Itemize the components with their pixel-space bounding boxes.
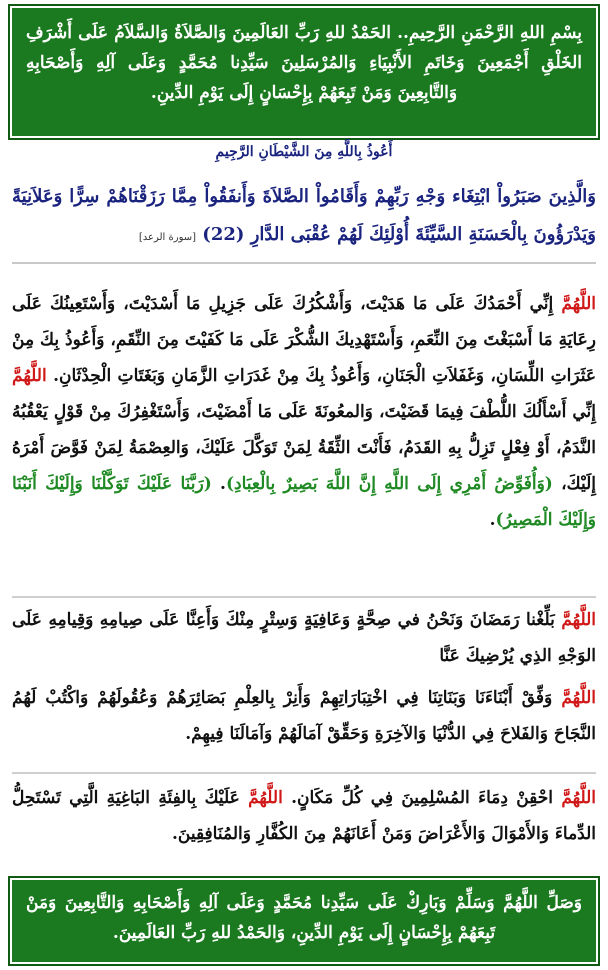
dua-text: . (211, 474, 226, 494)
footer-banner-text: وَصَلِّ اللَّهُمَّ وَسَلِّمْ وَبَارِكْ عَلَى سَيِّدِنا مُحَمَّدٍ وَعَلَى آلِهِ وَأَصْحَابِهِ وَالتَّابِعِينَ وَمَنْ تَبِعَهُمْ بِإِحْسَانٍ إِلَى يَوْمِ الدِّينِ، وَالحَمْدُ للهِ رَبِّ العَالَمِينَ. (26, 893, 582, 943)
allahumma-label: اللَّهُمَّ (248, 788, 283, 808)
quran-quote: (رَبَّنَا عَلَيْكَ تَوَكَّلْنَا وَإِلَيْكَ أَنَبْنَا وَإِلَيْكَ الْمَصِيرُ) (12, 474, 596, 530)
surah-reference: [سورة الرعد] (138, 232, 197, 243)
dua-text: عَلَيْكَ بِالفِئَةِ البَاغِيَةِ الَّتِي تَسْتَحِلُّ الدِّماءَ وَالأَمْوَالَ وَالأَعْرَاضَ وَمَنْ أَعَانَهُمْ مِنَ الكُفَّارِ وَالمُنَافِقِينَ. (12, 788, 596, 844)
divider (12, 772, 596, 774)
dua-text: إِنِّي أَسْأَلُكَ اللُّطْفَ فِيمَا قَضَيْتَ، وَالمعُونَةَ عَلَى مَا أَمْضَيْتَ، وَأَسْتَغْفِرُكَ مِنْ قَوْلٍ يَعْقُبُهُ النَّدَمُ، أَوْ فِعْلٍ تَزِلُّ بِهِ القَدَمُ، فَأَنْتَ الثِّقَةُ لِمَنْ تَوَكَّلَ عَلَيْكَ، وَالعِصْمَةُ لِمَنْ فَوَّضَ أَمْرَهُ إِلَيْكَ، (12, 402, 596, 494)
footer-banner (10, 878, 598, 964)
verse-number: (22) (202, 224, 245, 245)
allahumma-label: اللَّهُمَّ (12, 366, 47, 386)
dua-text: إِنِّي أَحْمَدُكَ عَلَى مَا هَدَيْتَ، وَأَشْكُرُكَ عَلَى جَزِيلِ مَا أَسْدَيْتَ، وَأَسْتَعِينُكَ عَلَى رِعَايَةِ مَا أَسْبَغْتَ مِنَ النِّعَمِ، وَأَسْتَهْدِيكَ الشُّكْرَ عَلَى مَا كَفَيْتَ مِنَ النِّقَمِ، وَأَعُوذُ بِكَ مِنْ عَثَرَاتِ اللِّسَانِ، وَغَفَلاَتِ الْجَنَانِ، وَأَعُوذُ بِكَ مِنْ غَدَرَاتِ الزَّمَانِ وَبَغَتَاتِ الْحِدْثَانِ. (12, 294, 596, 386)
divider (12, 596, 596, 598)
dua-text: وَفِّقْ أَبْنَاءَنَا وَبَنَاتِنَا فِي اخْتِبَارَاتِهِمْ وَأَنِرْ بِالعِلْمِ بَصَائِرَهُمْ وَعُقُولَهُمْ وَاكْتُبْ لَهُمُ النَّجَاحَ وَالفَلاحَ فِي الدُّنْيَا وَالآخِرَةِ وَحَقِّقْ آمَالَهُمْ وَآمَالَنَا فِيهِمْ. (12, 688, 596, 744)
dua-paragraph-1 (12, 286, 596, 608)
dua-paragraph-3 (12, 680, 596, 760)
taawudh-line: أَعُوذُ بِاللَّهِ مِنَ الشَّيْطَانِ الرَّجِيمِ (215, 144, 393, 160)
header-banner (10, 6, 598, 138)
dua-paragraph-4 (12, 780, 596, 870)
dua-text: . (489, 510, 496, 530)
verse-text: وَالَّذِينَ صَبَرُواْ ابْتِغَاء وَجْهِ رَبِّهِمْ وَأَقَامُواْ الصَّلاَةَ وَأَنفَقُواْ مِمَّا رَزَقْنَاهُمْ سِرًّا وَعَلاَنِيَةً وَيَدْرَؤُونَ بِالْحَسَنَةِ السَّيِّئَةَ أُوْلَئِكَ لَهُمْ عُقْبَى الدَّارِ (12, 186, 596, 245)
dua-paragraph-2 (12, 602, 596, 682)
quran-verse (12, 178, 596, 264)
header-banner-text: بِسْمِ اللهِ الرَّحْمَنِ الرَّحِيمِ.. الحَمْدُ للهِ رَبِّ العَالَمِينَ وَالصَّلاَةُ وَالسَّلاَمُ عَلَى أَشْرَفِ الخَلْقِ أَجْمَعِينَ وَخَاتَمِ الأَنْبِيَاءِ وَالمُرْسَلِينَ سَيِّدِنا مُحَمَّدٍ وَعَلَى آلِهِ وَأَصْحَابِهِ وَالتَّابِعِينَ وَمَنْ تَبِعَهُمْ بِإِحْسَانٍ إِلَى يَوْمِ الدِّينِ. (26, 23, 582, 103)
allahumma-label: اللَّهُمَّ (561, 788, 596, 808)
allahumma-label: اللَّهُمَّ (561, 688, 596, 708)
dua-text: احْقِنْ دِمَاءَ المُسْلِمِينَ فِي كُلِّ مَكَانٍ. (282, 788, 562, 808)
allahumma-label: اللَّهُمَّ (561, 294, 596, 314)
allahumma-label: اللَّهُمَّ (561, 610, 596, 630)
quran-quote: (وَأُفَوِّضُ أَمْرِي إِلَى اللَّهِ إِنَّ اللَّهَ بَصِيرٌ بِالْعِبَادِ) (225, 474, 553, 494)
dua-text: بَلِّغْنا رَمَضَانَ وَنَحْنُ في صِحَّةٍ وَعَافِيَةٍ وَسِتْرٍ مِنْكَ وَأَعِنَّا عَلَى صِيامِهِ وَقِيامِهِ عَلَى الوَجْهِ الذِي يُرْضِيكَ عَنَّا (12, 610, 596, 666)
